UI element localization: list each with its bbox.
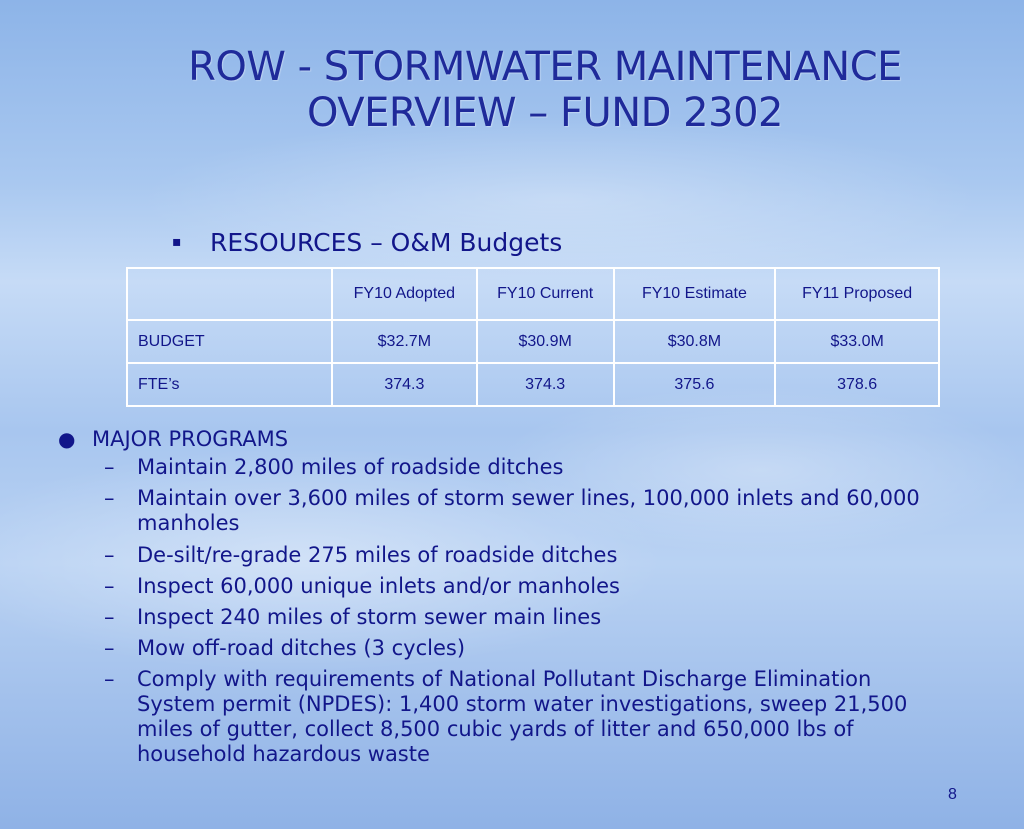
major-programs-heading bbox=[58, 425, 938, 453]
table-cell: $30.9M bbox=[477, 320, 614, 363]
dash-bullet-icon: – bbox=[104, 486, 115, 510]
title-line-2: OVERVIEW – FUND 2302 bbox=[307, 90, 783, 136]
list-item bbox=[58, 455, 938, 479]
table-cell: 374.3 bbox=[332, 363, 477, 406]
list-item bbox=[58, 543, 938, 567]
dash-bullet-icon: – bbox=[104, 574, 115, 598]
row-label: FTE’s bbox=[127, 363, 332, 406]
table-cell: 378.6 bbox=[775, 363, 939, 406]
slide-title bbox=[120, 44, 970, 136]
major-programs-section bbox=[58, 425, 938, 774]
dash-bullet-icon: – bbox=[104, 636, 115, 660]
bullet-dot-icon: ● bbox=[58, 427, 76, 451]
major-programs-heading-text: MAJOR PROGRAMS bbox=[92, 427, 289, 451]
table-row-fte bbox=[127, 363, 939, 406]
row-label: BUDGET bbox=[127, 320, 332, 363]
list-item bbox=[58, 486, 938, 536]
resources-heading-text: RESOURCES – O&M Budgets bbox=[210, 228, 563, 257]
header-cell-empty bbox=[127, 268, 332, 320]
table-header-row bbox=[127, 268, 939, 320]
header-cell-fy10-current: FY10 Current bbox=[477, 268, 614, 320]
resources-heading bbox=[172, 228, 562, 257]
dash-bullet-icon: – bbox=[104, 455, 115, 479]
header-cell-fy10-estimate: FY10 Estimate bbox=[614, 268, 776, 320]
table-cell: 374.3 bbox=[477, 363, 614, 406]
page-number: 8 bbox=[948, 786, 957, 803]
list-item bbox=[58, 636, 938, 660]
program-text: Comply with requirements of National Pollutant Discharge Elimination System permit (NPDES): 1,400 storm water investigations, sweep 21,500 miles of gutter, collect 8,500 cubic yards of litter and 650,000 lbs of household hazardous waste bbox=[137, 667, 908, 766]
table-cell: $32.7M bbox=[332, 320, 477, 363]
table-cell: $33.0M bbox=[775, 320, 939, 363]
header-cell-fy11-proposed: FY11 Proposed bbox=[775, 268, 939, 320]
dash-bullet-icon: – bbox=[104, 543, 115, 567]
square-bullet-icon: ▪ bbox=[172, 234, 182, 250]
programs-list bbox=[58, 455, 938, 767]
list-item bbox=[58, 667, 938, 767]
table-cell: 375.6 bbox=[614, 363, 776, 406]
program-text: Inspect 60,000 unique inlets and/or manholes bbox=[137, 574, 620, 598]
program-text: De-silt/re-grade 275 miles of roadside ditches bbox=[137, 543, 618, 567]
program-text: Mow off-road ditches (3 cycles) bbox=[137, 636, 466, 660]
program-text: Inspect 240 miles of storm sewer main lines bbox=[137, 605, 602, 629]
list-item bbox=[58, 574, 938, 598]
dash-bullet-icon: – bbox=[104, 667, 115, 691]
table-cell: $30.8M bbox=[614, 320, 776, 363]
list-item bbox=[58, 605, 938, 629]
program-text: Maintain over 3,600 miles of storm sewer lines, 100,000 inlets and 60,000 manholes bbox=[137, 486, 920, 535]
program-text: Maintain 2,800 miles of roadside ditches bbox=[137, 455, 564, 479]
budget-table bbox=[126, 267, 940, 407]
title-line-1: ROW - STORMWATER MAINTENANCE bbox=[188, 44, 902, 90]
dash-bullet-icon: – bbox=[104, 605, 115, 629]
header-cell-fy10-adopted: FY10 Adopted bbox=[332, 268, 477, 320]
table-row-budget bbox=[127, 320, 939, 363]
